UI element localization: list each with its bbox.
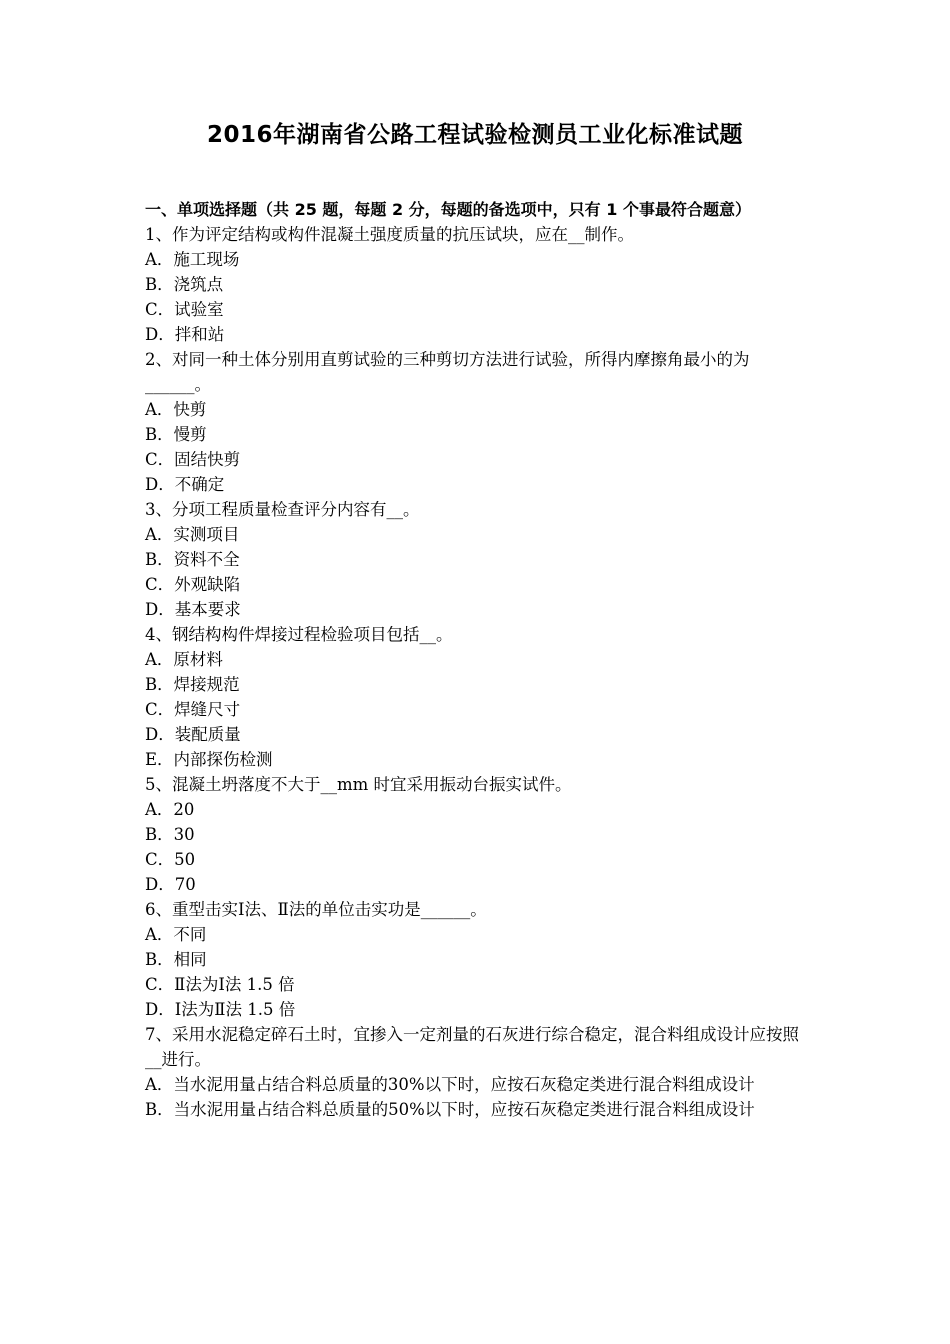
option-d: D．70 bbox=[145, 875, 196, 894]
question-text: 1、作为评定结构或构件混凝土强度质量的抗压试块，应在__制作。 bbox=[145, 225, 634, 244]
option-a: A．实测项目 bbox=[145, 525, 240, 544]
question-text: 5、混凝土坍落度不大于__mm 时宜采用振动台振实试件。 bbox=[145, 775, 572, 794]
option-a: A．施工现场 bbox=[145, 250, 240, 269]
option-c: C．焊缝尺寸 bbox=[145, 700, 241, 719]
option-c: C．50 bbox=[145, 850, 196, 869]
option-b: B．焊接规范 bbox=[145, 675, 240, 694]
option-b: B．30 bbox=[145, 825, 195, 844]
option-d: D．基本要求 bbox=[145, 600, 241, 619]
question-text: 7、采用水泥稳定碎石土时，宜掺入一定剂量的石灰进行综合稳定，混合料组成设计应按照__进行。 bbox=[145, 1025, 799, 1069]
option-c: C．Ⅱ法为Ⅰ法 1.5 倍 bbox=[145, 975, 295, 994]
option-a: A．不同 bbox=[145, 925, 207, 944]
section-heading: 一、单项选择题（共 25 题，每题 2 分，每题的备选项中，只有 1 个事最符合题意） bbox=[145, 200, 751, 219]
option-b: B．相同 bbox=[145, 950, 207, 969]
question-text: 2、对同一种土体分别用直剪试验的三种剪切方法进行试验，所得内摩擦角最小的为______。 bbox=[145, 350, 750, 394]
question-text: 3、分项工程质量检查评分内容有__。 bbox=[145, 500, 420, 519]
question-5 bbox=[145, 772, 810, 897]
option-b: B．浇筑点 bbox=[145, 275, 224, 294]
question-2 bbox=[145, 347, 810, 497]
option-d: D．不确定 bbox=[145, 475, 225, 494]
option-d: D．Ⅰ法为Ⅱ法 1.5 倍 bbox=[145, 1000, 296, 1019]
option-b: B．慢剪 bbox=[145, 425, 207, 444]
option-c: C．外观缺陷 bbox=[145, 575, 241, 594]
question-3 bbox=[145, 497, 810, 622]
document-body bbox=[145, 197, 810, 1122]
option-b: B．资料不全 bbox=[145, 550, 240, 569]
option-c: C．试验室 bbox=[145, 300, 224, 319]
document-title: 2016年湖南省公路工程试验检测员工业化标准试题 bbox=[206, 122, 743, 148]
option-a: A．当水泥用量占结合料总质量的30%以下时，应按石灰稳定类进行混合料组成设计 bbox=[145, 1075, 755, 1094]
option-d: D．装配质量 bbox=[145, 725, 241, 744]
option-a: A．原材料 bbox=[145, 650, 223, 669]
question-4 bbox=[145, 622, 810, 772]
option-a: A．快剪 bbox=[145, 400, 207, 419]
question-text: 6、重型击实Ⅰ法、Ⅱ法的单位击实功是______。 bbox=[145, 900, 487, 919]
option-a: A．20 bbox=[145, 800, 195, 819]
option-e: E．内部探伤检测 bbox=[145, 750, 273, 769]
option-c: C．固结快剪 bbox=[145, 450, 241, 469]
question-6 bbox=[145, 897, 810, 1022]
option-b: B．当水泥用量占结合料总质量的50%以下时，应按石灰稳定类进行混合料组成设计 bbox=[145, 1100, 755, 1119]
question-7 bbox=[145, 1022, 810, 1122]
question-1 bbox=[145, 222, 810, 347]
option-d: D．拌和站 bbox=[145, 325, 225, 344]
question-text: 4、钢结构构件焊接过程检验项目包括__。 bbox=[145, 625, 453, 644]
